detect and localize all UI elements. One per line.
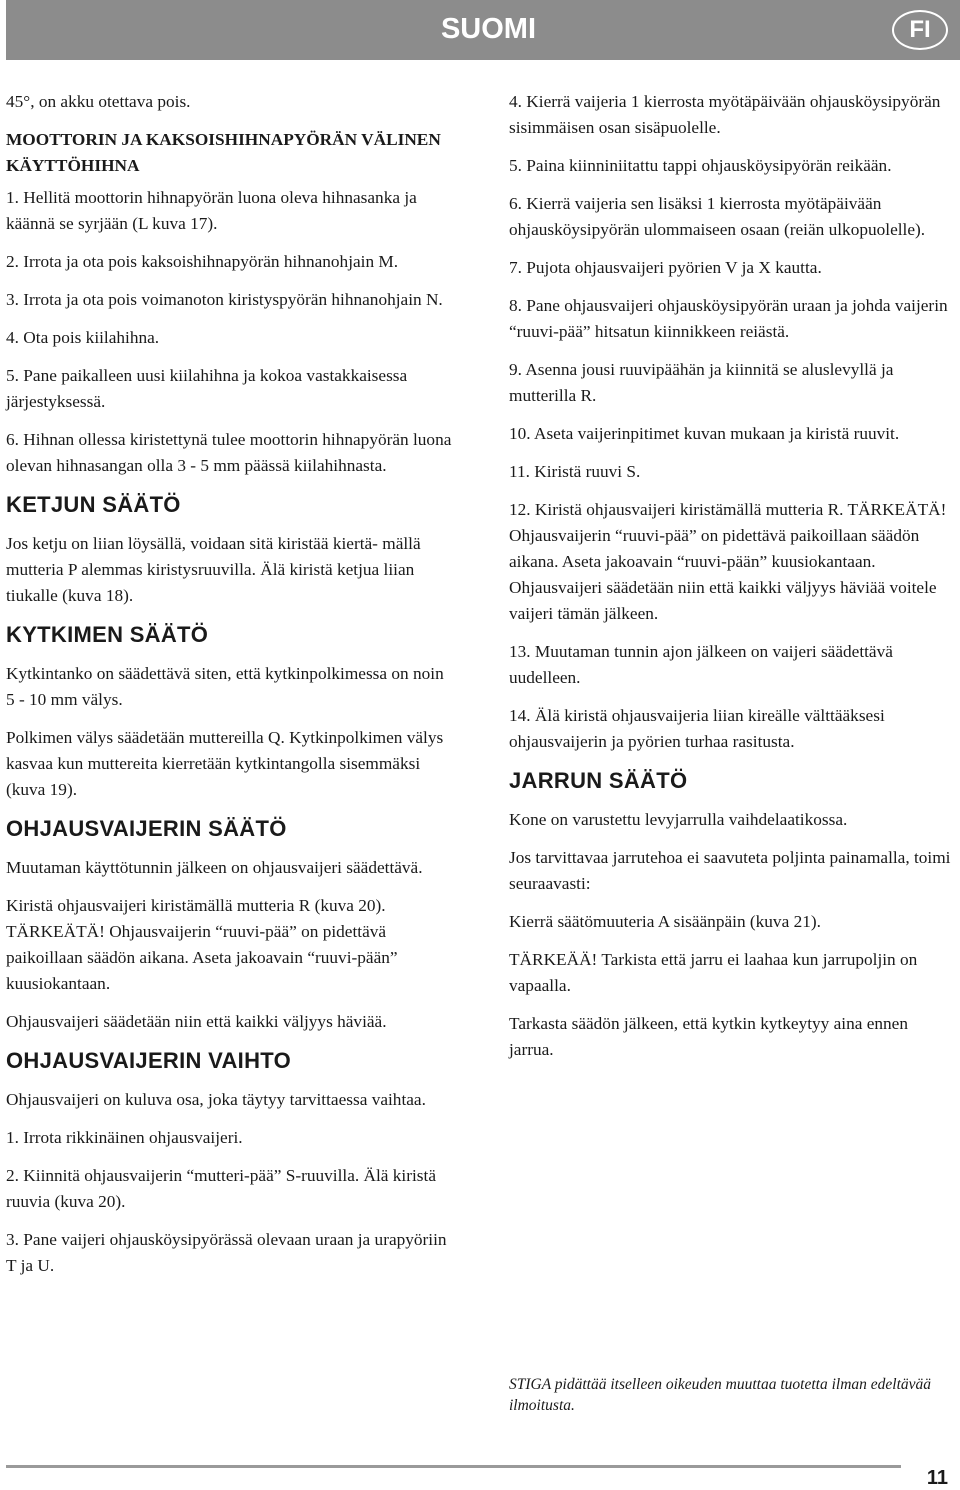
paragraph: 10. Aseta vaijerinpitimet kuvan mukaan ja kiristä ruuvit. xyxy=(509,424,900,443)
section-heading: JARRUN SÄÄTÖ xyxy=(509,768,688,793)
subsection-heading: MOOTTORIN JA KAKSOISHIHNAPYÖRÄN VÄLINEN KÄYTTÖHIHNA xyxy=(6,130,441,175)
paragraph: 4. Ota pois kiilahihna. xyxy=(6,328,160,347)
paragraph: Kiristä ohjausvaijeri kiristämällä mutteria R (kuva 20). TÄRKEÄTÄ! Ohjausvaijerin “ruuvi-pää” on pidettävä paikoillaan säädön aikana. Aseta jakoavain “ruuvi-pään” kuusiokantaan. xyxy=(6,896,398,993)
paragraph: 7. Pujota ohjausvaijeri pyörien V ja X kautta. xyxy=(509,258,822,277)
paragraph: 8. Pane ohjausvaijeri ohjausköysipyörän uraan ja johda vaijerin “ruuvi-pää” hitsatun kiinnikkeen reiästä. xyxy=(509,296,948,341)
disclaimer-notice: STIGA pidättää itselleen oikeuden muuttaa tuotetta ilman edeltävää ilmoitusta. xyxy=(509,1376,932,1414)
right-column xyxy=(509,89,955,1075)
language-code-badge: FI xyxy=(892,10,948,50)
paragraph: 14. Älä kiristä ohjausvaijeria liian kireälle välttääksesi ohjausvaijerin ja pyörien turhaa rasitusta. xyxy=(509,706,885,751)
paragraph: Ohjausvaijeri säädetään niin että kaikki väljyys häviää. xyxy=(6,1012,387,1031)
section-heading: KYTKIMEN SÄÄTÖ xyxy=(6,622,209,647)
paragraph: Jos ketju on liian löysällä, voidaan sitä kiristää kiertä- mällä mutteria P alemmas kiristysruuvilla. Älä kiristä ketjua liian tiukalle (kuva 18). xyxy=(6,534,421,605)
paragraph: Muutaman käyttötunnin jälkeen on ohjausvaijeri säädettävä. xyxy=(6,858,423,877)
section-heading: KETJUN SÄÄTÖ xyxy=(6,492,181,517)
paragraph: Tarkasta säädön jälkeen, että kytkin kytkeytyy aina ennen jarrua. xyxy=(509,1014,908,1059)
paragraph: 5. Paina kiinniniitattu tappi ohjausköysipyörän reikään. xyxy=(509,156,892,175)
paragraph: 45°, on akku otettava pois. xyxy=(6,92,191,111)
paragraph: Ohjausvaijeri on kuluva osa, joka täytyy tarvittaessa vaihtaa. xyxy=(6,1090,426,1109)
paragraph: Kierrä säätömuuteria A sisäänpäin (kuva 21). xyxy=(509,912,821,931)
section-heading: OHJAUSVAIJERIN SÄÄTÖ xyxy=(6,816,287,841)
footer-divider xyxy=(6,1465,901,1468)
paragraph: 6. Hihnan ollessa kiristettynä tulee moottorin hihnapyörän luona olevan hihnasangan olla 3 - 5 mm päässä kiilahihnasta. xyxy=(6,430,452,475)
header-language: SUOMI xyxy=(440,13,536,45)
paragraph: Jos tarvittavaa jarrutehoa ei saavuteta poljinta painamalla, toimi seuraavasti: xyxy=(509,848,951,893)
left-column xyxy=(6,89,456,1291)
page-number: 11 xyxy=(926,1467,948,1489)
paragraph: 6. Kierrä vaijeria sen lisäksi 1 kierrosta myötäpäivään ohjausköysipyörän ulommaiseen osaan (reiän ulkopuolelle). xyxy=(509,194,926,239)
paragraph: 4. Kierrä vaijeria 1 kierrosta myötäpäivään ohjausköysipyörän sisimmäisen osan sisäpuolelle. xyxy=(509,92,941,137)
paragraph: Polkimen välys säädetään muttereilla Q. Kytkinpolkimen välys kasvaa kun muttereita kierretään kytkintangolla sisemmäksi (kuva 19). xyxy=(6,728,444,799)
paragraph: 2. Kiinnitä ohjausvaijerin “mutteri-pää” S-ruuvilla. Älä kiristä ruuvia (kuva 20). xyxy=(6,1166,436,1211)
paragraph: 1. Irrota rikkinäinen ohjausvaijeri. xyxy=(6,1128,243,1147)
paragraph: 13. Muutaman tunnin ajon jälkeen on vaijeri säädettävä uudelleen. xyxy=(509,642,893,687)
paragraph: 2. Irrota ja ota pois kaksoishihnapyörän hihnanohjain M. xyxy=(6,252,399,271)
section-heading: OHJAUSVAIJERIN VAIHTO xyxy=(6,1048,292,1073)
paragraph: 3. Irrota ja ota pois voimanoton kiristyspyörän hihnanohjain N. xyxy=(6,290,443,309)
paragraph: 12. Kiristä ohjausvaijeri kiristämällä mutteria R. TÄRKEÄTÄ! Ohjausvaijerin “ruuvi-pää” on pidettävä paikoillaan säädön aikana. Aseta jakoavain “ruuvi-pään” kuusiokantaan. Ohjausvaijeri säädetään niin että kaikki väljyys häviää voitele vaijeri tämän jälkeen. xyxy=(509,500,947,623)
paragraph: 9. Asenna jousi ruuvipäähän ja kiinnitä se aluslevyllä ja mutterilla R. xyxy=(509,360,894,405)
paragraph: TÄRKEÄÄ! Tarkista että jarru ei laahaa kun jarrupoljin on vapaalla. xyxy=(509,950,918,995)
paragraph: 1. Hellitä moottorin hihnapyörän luona oleva hihnasanka ja käännä se syrjään (L kuva 17). xyxy=(6,188,417,233)
paragraph: Kone on varustettu levyjarrulla vaihdelaatikossa. xyxy=(509,810,848,829)
paragraph: 5. Pane paikalleen uusi kiilahihna ja kokoa vastakkaisessa järjestyksessä. xyxy=(6,366,408,411)
paragraph: 3. Pane vaijeri ohjausköysipyörässä olevaan uraan ja urapyöriin T ja U. xyxy=(6,1230,447,1275)
paragraph: 11. Kiristä ruuvi S. xyxy=(509,462,641,481)
paragraph: Kytkintanko on säädettävä siten, että kytkinpolkimessa on noin 5 - 10 mm välys. xyxy=(6,664,444,709)
header-bar xyxy=(6,0,960,60)
